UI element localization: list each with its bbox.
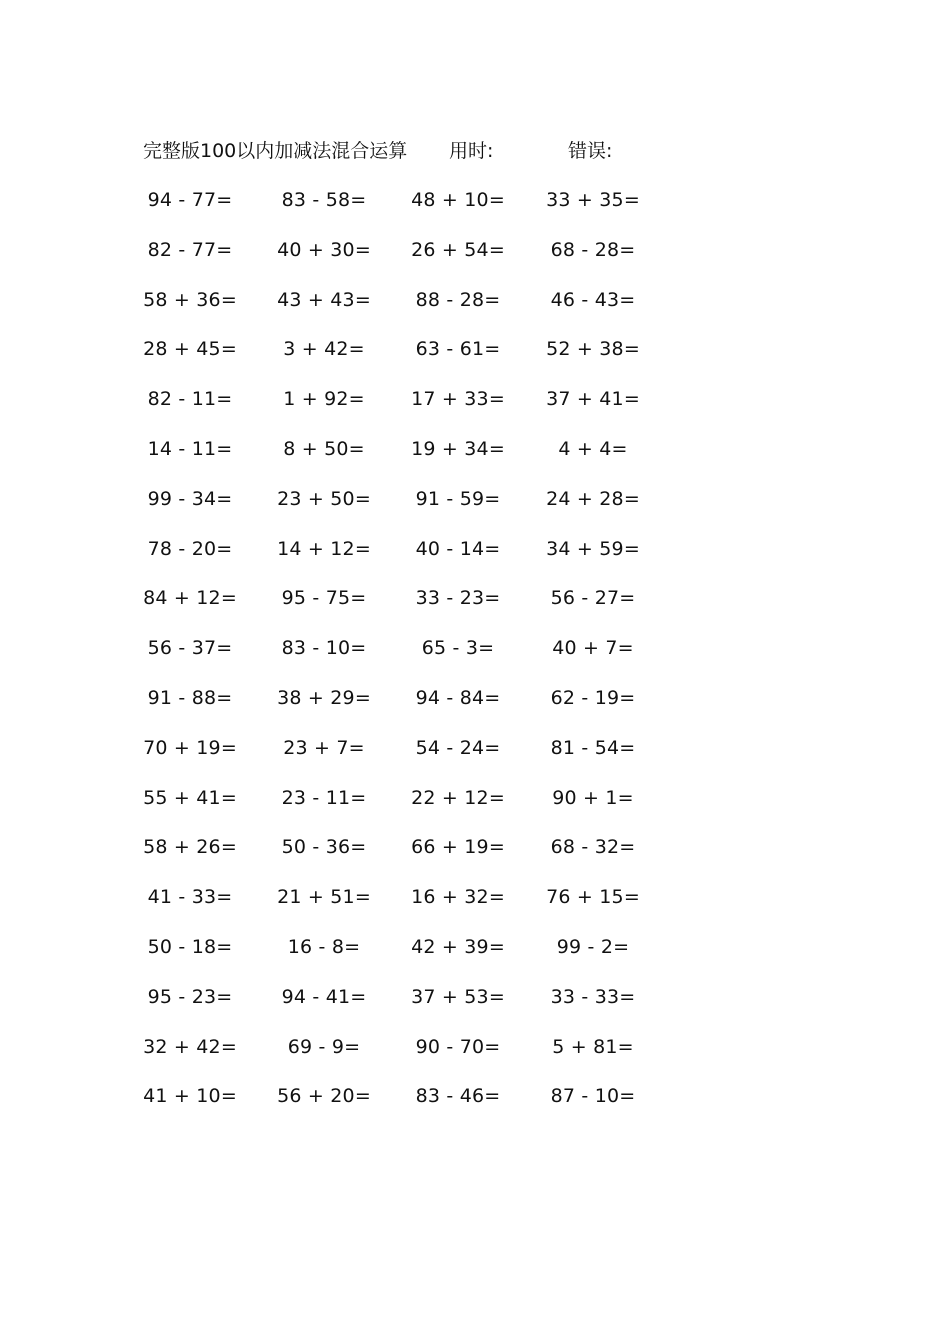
arithmetic-problem: 55 + 41= [143, 786, 237, 809]
arithmetic-problem: 32 + 42= [143, 1035, 237, 1058]
arithmetic-problem: 68 - 28= [550, 238, 636, 261]
arithmetic-problem: 3 + 42= [283, 338, 365, 361]
arithmetic-problem: 8 + 50= [283, 437, 365, 460]
arithmetic-problem: 50 - 18= [147, 935, 233, 958]
arithmetic-problem: 83 - 58= [281, 189, 367, 211]
arithmetic-problem: 84 + 12= [143, 587, 237, 610]
arithmetic-problem: 70 + 19= [143, 736, 237, 759]
arithmetic-problem: 94 - 77= [147, 189, 233, 211]
arithmetic-problem: 41 + 10= [143, 1085, 237, 1108]
arithmetic-problem: 56 + 20= [277, 1085, 371, 1108]
arithmetic-problem: 33 - 23= [415, 587, 501, 610]
problem-row [0, 384, 950, 434]
problem-row [0, 583, 950, 633]
arithmetic-problem: 33 + 35= [546, 189, 640, 211]
problem-row [0, 982, 950, 1032]
arithmetic-problem: 38 + 29= [277, 686, 371, 709]
arithmetic-problem: 91 - 59= [415, 487, 501, 510]
problem-row [0, 484, 950, 534]
problem-row [0, 534, 950, 584]
arithmetic-problem: 17 + 33= [411, 388, 505, 411]
arithmetic-problem: 66 + 19= [411, 836, 505, 859]
arithmetic-problem: 40 - 14= [415, 537, 501, 560]
arithmetic-problem: 46 - 43= [550, 288, 636, 311]
problem-row [0, 285, 950, 335]
problem-row [0, 683, 950, 733]
arithmetic-problem: 52 + 38= [546, 338, 640, 361]
problem-row [0, 1081, 950, 1131]
time-label: 用时: [449, 140, 494, 162]
arithmetic-problem: 83 - 10= [281, 637, 367, 660]
problem-row [0, 832, 950, 882]
arithmetic-problem: 76 + 15= [546, 886, 640, 909]
arithmetic-problem: 24 + 28= [546, 487, 640, 510]
arithmetic-problem: 34 + 59= [546, 537, 640, 560]
arithmetic-problem: 62 - 19= [550, 686, 636, 709]
problem-row [0, 783, 950, 833]
arithmetic-problem: 23 + 50= [277, 487, 371, 510]
arithmetic-problem: 56 - 27= [550, 587, 636, 610]
arithmetic-problem: 37 + 53= [411, 985, 505, 1008]
arithmetic-problem: 4 + 4= [558, 437, 628, 460]
arithmetic-problem: 95 - 23= [147, 985, 233, 1008]
arithmetic-problem: 88 - 28= [415, 288, 501, 311]
arithmetic-problem: 54 - 24= [415, 736, 501, 759]
arithmetic-problem: 21 + 51= [277, 886, 371, 909]
arithmetic-problem: 40 + 30= [277, 238, 371, 261]
problem-row [0, 932, 950, 982]
arithmetic-problem: 65 - 3= [421, 637, 495, 660]
problem-row [0, 882, 950, 932]
problem-row [0, 334, 950, 384]
arithmetic-problem: 40 + 7= [552, 637, 634, 660]
problem-grid [0, 185, 950, 1131]
arithmetic-problem: 82 - 77= [147, 238, 233, 261]
arithmetic-problem: 90 + 1= [552, 786, 634, 809]
problem-row [0, 235, 950, 285]
arithmetic-problem: 69 - 9= [287, 1035, 361, 1058]
problem-row [0, 633, 950, 683]
arithmetic-problem: 99 - 2= [556, 935, 630, 958]
error-label: 错误: [568, 140, 613, 162]
arithmetic-problem: 68 - 32= [550, 836, 636, 859]
arithmetic-problem: 23 + 7= [283, 736, 365, 759]
arithmetic-problem: 58 + 26= [143, 836, 237, 859]
arithmetic-problem: 43 + 43= [277, 288, 371, 311]
arithmetic-problem: 1 + 92= [283, 388, 365, 411]
arithmetic-problem: 5 + 81= [552, 1035, 634, 1058]
arithmetic-problem: 33 - 33= [550, 985, 636, 1008]
arithmetic-problem: 22 + 12= [411, 786, 505, 809]
arithmetic-problem: 48 + 10= [411, 189, 505, 211]
worksheet-title: 完整版100以内加减法混合运算 [143, 140, 408, 162]
arithmetic-problem: 56 - 37= [147, 637, 233, 660]
arithmetic-problem: 81 - 54= [550, 736, 636, 759]
arithmetic-problem: 37 + 41= [546, 388, 640, 411]
arithmetic-problem: 78 - 20= [147, 537, 233, 560]
arithmetic-problem: 14 - 11= [147, 437, 233, 460]
arithmetic-problem: 90 - 70= [415, 1035, 501, 1058]
arithmetic-problem: 82 - 11= [147, 388, 233, 411]
arithmetic-problem: 16 - 8= [287, 935, 361, 958]
arithmetic-problem: 94 - 41= [281, 985, 367, 1008]
arithmetic-problem: 94 - 84= [415, 686, 501, 709]
arithmetic-problem: 26 + 54= [411, 238, 505, 261]
arithmetic-problem: 99 - 34= [147, 487, 233, 510]
arithmetic-problem: 87 - 10= [550, 1085, 636, 1108]
arithmetic-problem: 91 - 88= [147, 686, 233, 709]
problem-row [0, 185, 950, 235]
arithmetic-problem: 28 + 45= [143, 338, 237, 361]
arithmetic-problem: 14 + 12= [277, 537, 371, 560]
arithmetic-problem: 41 - 33= [147, 886, 233, 909]
arithmetic-problem: 23 - 11= [281, 786, 367, 809]
arithmetic-problem: 19 + 34= [411, 437, 505, 460]
arithmetic-problem: 63 - 61= [415, 338, 501, 361]
arithmetic-problem: 95 - 75= [281, 587, 367, 610]
problem-row [0, 1032, 950, 1082]
arithmetic-problem: 83 - 46= [415, 1085, 501, 1108]
problem-row [0, 733, 950, 783]
arithmetic-problem: 42 + 39= [411, 935, 505, 958]
arithmetic-problem: 16 + 32= [411, 886, 505, 909]
arithmetic-problem: 50 - 36= [281, 836, 367, 859]
problem-row [0, 434, 950, 484]
arithmetic-problem: 58 + 36= [143, 288, 237, 311]
